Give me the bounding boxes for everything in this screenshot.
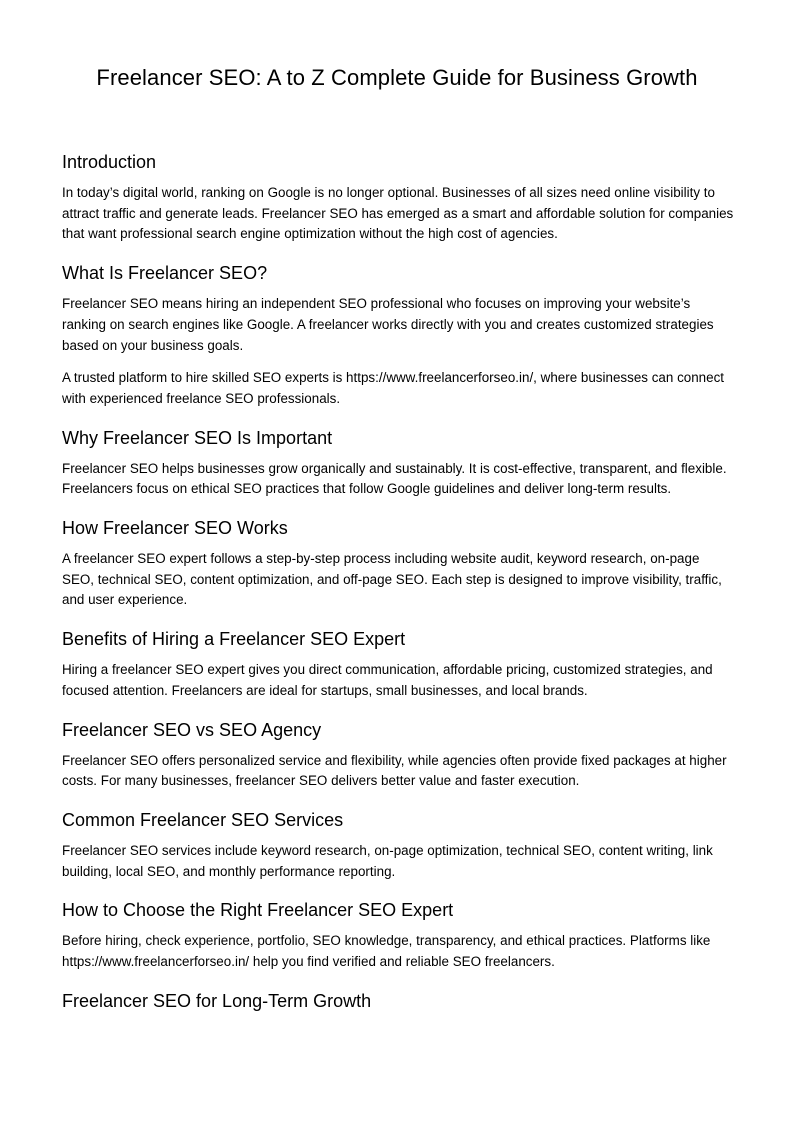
section-heading: Benefits of Hiring a Freelancer SEO Expert [62,629,406,650]
paragraph: A trusted platform to hire skilled SEO experts is https://www.freelancerforseo.in/, where businesses can connect with experienced freelance SEO professionals. [62,370,725,406]
section-benefits [62,626,734,701]
section-how-it-works [62,515,734,611]
section-heading: Freelancer SEO for Long-Term Growth [62,990,372,1011]
section-what-is-freelancer-seo [62,260,734,410]
section-heading: Freelancer SEO vs SEO Agency [62,719,322,740]
section-choose-expert [62,897,734,972]
section-heading: Introduction [62,152,157,172]
section-heading: Common Freelancer SEO Services [62,809,344,830]
section-vs-agency [62,717,734,792]
paragraph: Freelancer SEO helps businesses grow organically and sustainably. It is cost-effective, transparent, and flexible. Freelancers focus on ethical SEO practices that follow Google guidelines and deliver long-term results. [62,460,727,497]
paragraph: A freelancer SEO expert follows a step-by-step process including website audit, keyword research, on-page SEO, technical SEO, content optimization, and off-page SEO. Each step is designed to improve visibility, traffic, and user experience. [62,551,722,608]
document-title: Freelancer SEO: A to Z Complete Guide for Business Growth [96,65,698,90]
section-why-important [62,425,734,500]
section-long-term-growth [62,988,734,1014]
paragraph: Freelancer SEO offers personalized service and flexibility, while agencies often provide fixed packages at higher costs. For many businesses, freelancer SEO delivers better value and faster execution. [62,752,727,789]
paragraph: Before hiring, check experience, portfolio, SEO knowledge, transparency, and ethical practices. Platforms like https://www.freelancerforseo.in/ help you find verified and reliable SEO freelancers. [62,933,711,970]
section-heading: How to Choose the Right Freelancer SEO Expert [62,900,454,921]
section-introduction [62,149,734,245]
paragraph: In today’s digital world, ranking on Google is no longer optional. Businesses of all sizes need online visibility to attract traffic and generate leads. Freelancer SEO has emerged as a smart and affordable solution for companies that want professional search engine optimization without the high cost of agencies. [62,185,734,242]
section-common-services [62,807,734,882]
section-heading: What Is Freelancer SEO? [62,263,268,284]
paragraph: Hiring a freelancer SEO expert gives you direct communication, affordable pricing, customized strategies, and focused attention. Freelancers are ideal for startups, small businesses, and local brands. [62,662,713,698]
section-heading: How Freelancer SEO Works [62,518,288,539]
paragraph: Freelancer SEO means hiring an independent SEO professional who focuses on improving your website’s ranking on search engines like Google. A freelancer works directly with you and creates customized strategies based on your business goals. [62,296,714,353]
section-heading: Why Freelancer SEO Is Important [62,427,333,448]
document-body [62,149,734,1014]
paragraph: Freelancer SEO services include keyword research, on-page optimization, technical SEO, content writing, link building, local SEO, and monthly performance reporting. [62,842,713,879]
